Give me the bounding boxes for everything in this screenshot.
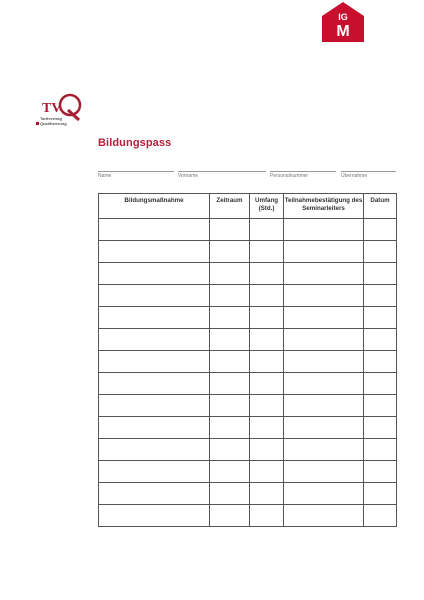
table-row — [99, 439, 397, 461]
cell-bildungsmassnahme[interactable] — [99, 329, 210, 351]
table-row — [99, 395, 397, 417]
table-row — [99, 373, 397, 395]
cell-datum[interactable] — [364, 483, 397, 505]
cell-zeitraum[interactable] — [210, 329, 250, 351]
personalnummer-field-line[interactable] — [270, 171, 336, 172]
cell-zeitraum[interactable] — [210, 285, 250, 307]
cell-teilnahmebestaetigung[interactable] — [284, 351, 364, 373]
uebernahme-field-line[interactable] — [341, 171, 396, 172]
svg-text:IG: IG — [338, 12, 348, 22]
cell-teilnahmebestaetigung[interactable] — [284, 417, 364, 439]
cell-umfang[interactable] — [250, 219, 284, 241]
vorname-field-line[interactable] — [178, 171, 266, 172]
table-row — [99, 483, 397, 505]
page-title: Bildungspass — [98, 137, 172, 149]
cell-teilnahmebestaetigung[interactable] — [284, 263, 364, 285]
cell-teilnahmebestaetigung[interactable] — [284, 461, 364, 483]
cell-bildungsmassnahme[interactable] — [99, 439, 210, 461]
cell-datum[interactable] — [364, 219, 397, 241]
tvq-bullet — [36, 122, 39, 125]
tvq-tagline — [40, 116, 67, 126]
table-row — [99, 241, 397, 263]
cell-umfang[interactable] — [250, 461, 284, 483]
name-field-line[interactable] — [98, 171, 174, 172]
cell-teilnahmebestaetigung[interactable] — [284, 307, 364, 329]
cell-teilnahmebestaetigung[interactable] — [284, 219, 364, 241]
course-table — [98, 193, 397, 527]
cell-teilnahmebestaetigung[interactable] — [284, 395, 364, 417]
cell-datum[interactable] — [364, 505, 397, 527]
cell-zeitraum[interactable] — [210, 417, 250, 439]
vorname-label: Vorname — [178, 173, 199, 179]
cell-umfang[interactable] — [250, 307, 284, 329]
cell-teilnahmebestaetigung[interactable] — [284, 329, 364, 351]
cell-teilnahmebestaetigung[interactable] — [284, 439, 364, 461]
cell-datum[interactable] — [364, 241, 397, 263]
col-header-umfang: Umfang (Std.) — [250, 194, 284, 219]
table-row — [99, 505, 397, 527]
personalnummer-label: Personalnummer — [270, 173, 309, 179]
table-body — [99, 219, 397, 527]
cell-datum[interactable] — [364, 307, 397, 329]
col-header-zeitraum: Zeitraum — [210, 194, 250, 219]
cell-umfang[interactable] — [250, 483, 284, 505]
cell-teilnahmebestaetigung[interactable] — [284, 241, 364, 263]
cell-zeitraum[interactable] — [210, 307, 250, 329]
cell-umfang[interactable] — [250, 505, 284, 527]
svg-text:TV: TV — [42, 101, 62, 116]
col-header-bildungsmassnahme: Bildungsmaßnahme — [99, 194, 210, 219]
cell-zeitraum[interactable] — [210, 483, 250, 505]
cell-bildungsmassnahme[interactable] — [99, 285, 210, 307]
cell-zeitraum[interactable] — [210, 439, 250, 461]
cell-zeitraum[interactable] — [210, 505, 250, 527]
cell-bildungsmassnahme[interactable] — [99, 373, 210, 395]
cell-umfang[interactable] — [250, 395, 284, 417]
tvq-line-1: Tarifvertrag — [40, 116, 62, 121]
cell-umfang[interactable] — [250, 373, 284, 395]
col-header-datum: Datum — [364, 194, 397, 219]
cell-datum[interactable] — [364, 417, 397, 439]
cell-datum[interactable] — [364, 461, 397, 483]
cell-teilnahmebestaetigung[interactable] — [284, 373, 364, 395]
cell-bildungsmassnahme[interactable] — [99, 417, 210, 439]
table-row — [99, 329, 397, 351]
col-header-teilnahmebestaetigung: Teilnahmebestätigung des Seminarleiters — [284, 194, 364, 219]
table-row — [99, 285, 397, 307]
table-header-row — [99, 194, 397, 219]
cell-datum[interactable] — [364, 439, 397, 461]
cell-bildungsmassnahme[interactable] — [99, 263, 210, 285]
cell-zeitraum[interactable] — [210, 373, 250, 395]
cell-umfang[interactable] — [250, 263, 284, 285]
cell-teilnahmebestaetigung[interactable] — [284, 285, 364, 307]
cell-bildungsmassnahme[interactable] — [99, 461, 210, 483]
cell-bildungsmassnahme[interactable] — [99, 483, 210, 505]
svg-text:M: M — [336, 23, 350, 40]
table-row — [99, 417, 397, 439]
table-row — [99, 263, 397, 285]
cell-zeitraum[interactable] — [210, 395, 250, 417]
cell-bildungsmassnahme[interactable] — [99, 241, 210, 263]
cell-zeitraum[interactable] — [210, 263, 250, 285]
cell-zeitraum[interactable] — [210, 241, 250, 263]
tvq-line-2: Qualifizierung — [40, 121, 67, 126]
ig-metall-logo — [322, 2, 364, 42]
table-row — [99, 307, 397, 329]
cell-umfang[interactable] — [250, 285, 284, 307]
cell-teilnahmebestaetigung[interactable] — [284, 483, 364, 505]
cell-umfang[interactable] — [250, 329, 284, 351]
cell-zeitraum[interactable] — [210, 351, 250, 373]
cell-datum[interactable] — [364, 329, 397, 351]
cell-zeitraum[interactable] — [210, 461, 250, 483]
uebernahme-label: Übernahme — [341, 173, 368, 179]
cell-datum[interactable] — [364, 395, 397, 417]
cell-bildungsmassnahme[interactable] — [99, 307, 210, 329]
cell-datum[interactable] — [364, 263, 397, 285]
cell-bildungsmassnahme[interactable] — [99, 505, 210, 527]
cell-bildungsmassnahme[interactable] — [99, 219, 210, 241]
cell-bildungsmassnahme[interactable] — [99, 395, 210, 417]
cell-umfang[interactable] — [250, 241, 284, 263]
cell-datum[interactable] — [364, 373, 397, 395]
table-row — [99, 461, 397, 483]
cell-umfang[interactable] — [250, 439, 284, 461]
cell-datum[interactable] — [364, 351, 397, 373]
table-row — [99, 351, 397, 373]
cell-datum[interactable] — [364, 285, 397, 307]
cell-umfang[interactable] — [250, 351, 284, 373]
cell-bildungsmassnahme[interactable] — [99, 351, 210, 373]
cell-umfang[interactable] — [250, 417, 284, 439]
name-label: Name — [98, 173, 112, 179]
cell-zeitraum[interactable] — [210, 219, 250, 241]
cell-teilnahmebestaetigung[interactable] — [284, 505, 364, 527]
table-row — [99, 219, 397, 241]
